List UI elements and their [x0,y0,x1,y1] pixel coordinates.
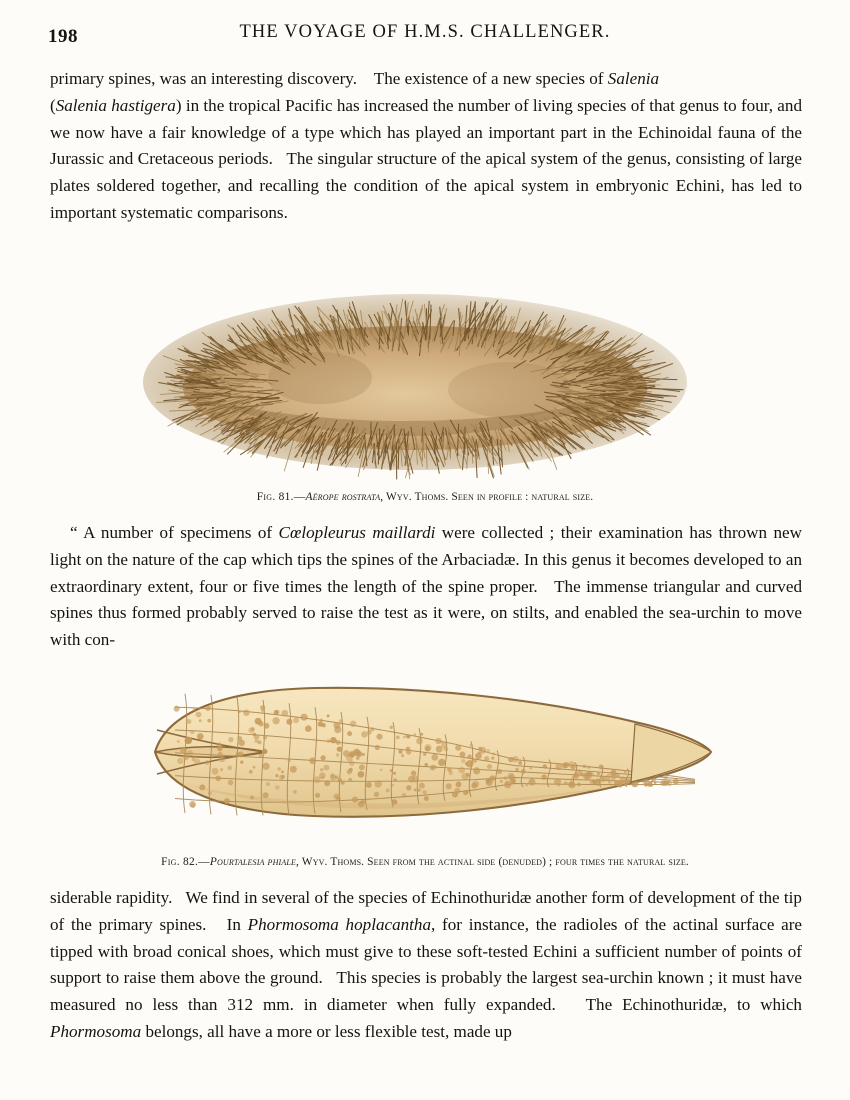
figure-81-caption [0,491,850,503]
p1-sentence-1: primary spines, was an interesting discovery. [50,69,357,88]
p3-sentence-3b: , for instance, the radioles of the actinal surface are tipped with broad conical shoes, which must give to these soft-tested Echini a sufficient number of points of support to raise them above the ground. [50,914,803,988]
page-number: 198 [48,26,78,47]
figure-81-illustration [115,270,735,485]
figure-82 [0,660,850,868]
p3-sentence-4: This species is probably the largest sea-urchin known ; it must have measured no less than 312 mm. in diameter when fully expanded. [50,968,802,1014]
figure-82-caption-rest: , Wyv. Thoms. Seen from the actinal side (denuded) ; four times the natural size. [296,856,689,868]
running-head: THE VOYAGE OF H.M.S. CHALLENGER. [239,22,611,42]
paragraph-2 [50,520,802,654]
figure-82-caption [0,856,850,868]
species-salenia-hastigera: Salenia hastigera [55,95,176,115]
p3-sentence-5b: belongs, all have a more or less flexible test, made up [141,1021,512,1041]
figure-81-caption-rest: , Wyv. Thoms. Seen in profile : natural size. [380,491,594,503]
species-coelopleurus: Cœlopleurus maillardi [278,523,436,542]
p3-sentence-1: siderable rapidity. [50,888,173,907]
p3-sentence-2: We find in several of the species of Echinothuridæ another form of development of the tip of the primary spines. [50,888,802,934]
paragraph-1 [50,66,802,227]
p1-sentence-2: The existence of a new species of [373,69,608,88]
figure-81-caption-label: Fig. 81.— [256,491,306,503]
genus-phormosoma: Phormosoma [50,1021,142,1041]
p3-sentence-5a: The Echinothuridæ, to which [585,995,802,1014]
figure-82-caption-label: Fig. 82.— [161,856,210,868]
figure-82-illustration [115,660,735,850]
p1-body-a: ) in the tropical Pacific has increased the number of living species of that genus to four, and we now have a fair knowledge of a type which has played an important part in the Echinoidal fauna of the Jurassic and Cretaceous periods. [50,95,802,169]
paragraph-3 [50,885,802,1046]
p1-body-b: The singular structure of the apical system of the genus, consisting of large plates soldered together, and recalling the condition of the apical system in embryonic Echini, has led to important systematic comparisons. [50,149,802,222]
species-phormosoma-hoplacantha: Phormosoma hoplacantha [247,914,432,934]
figure-82-caption-species: Pourtalesia phiale [209,856,297,868]
p3-sentence-3a: In [226,914,248,934]
p2-quote-open: “ A number of specimens of [70,523,279,542]
page-header [0,22,850,50]
figure-81-caption-species: Aërope rostrata [305,491,381,503]
species-salenia: Salenia [607,69,660,88]
p2-body-b: The immense triangular and curved spines thus formed probably served to raise the test as it were, on stilts, and enabled the sea-urchin to move with con- [50,576,802,649]
p1-paren-open: ( [50,95,56,115]
figure-81 [0,270,850,503]
p2-body-a: were collected ; their examination has thrown new light on the nature of the cap which tips the spines of the Arbaciadæ. In this genus it becomes developed to an extraordinary extent, four or five times the length of the spine proper. [50,523,802,596]
